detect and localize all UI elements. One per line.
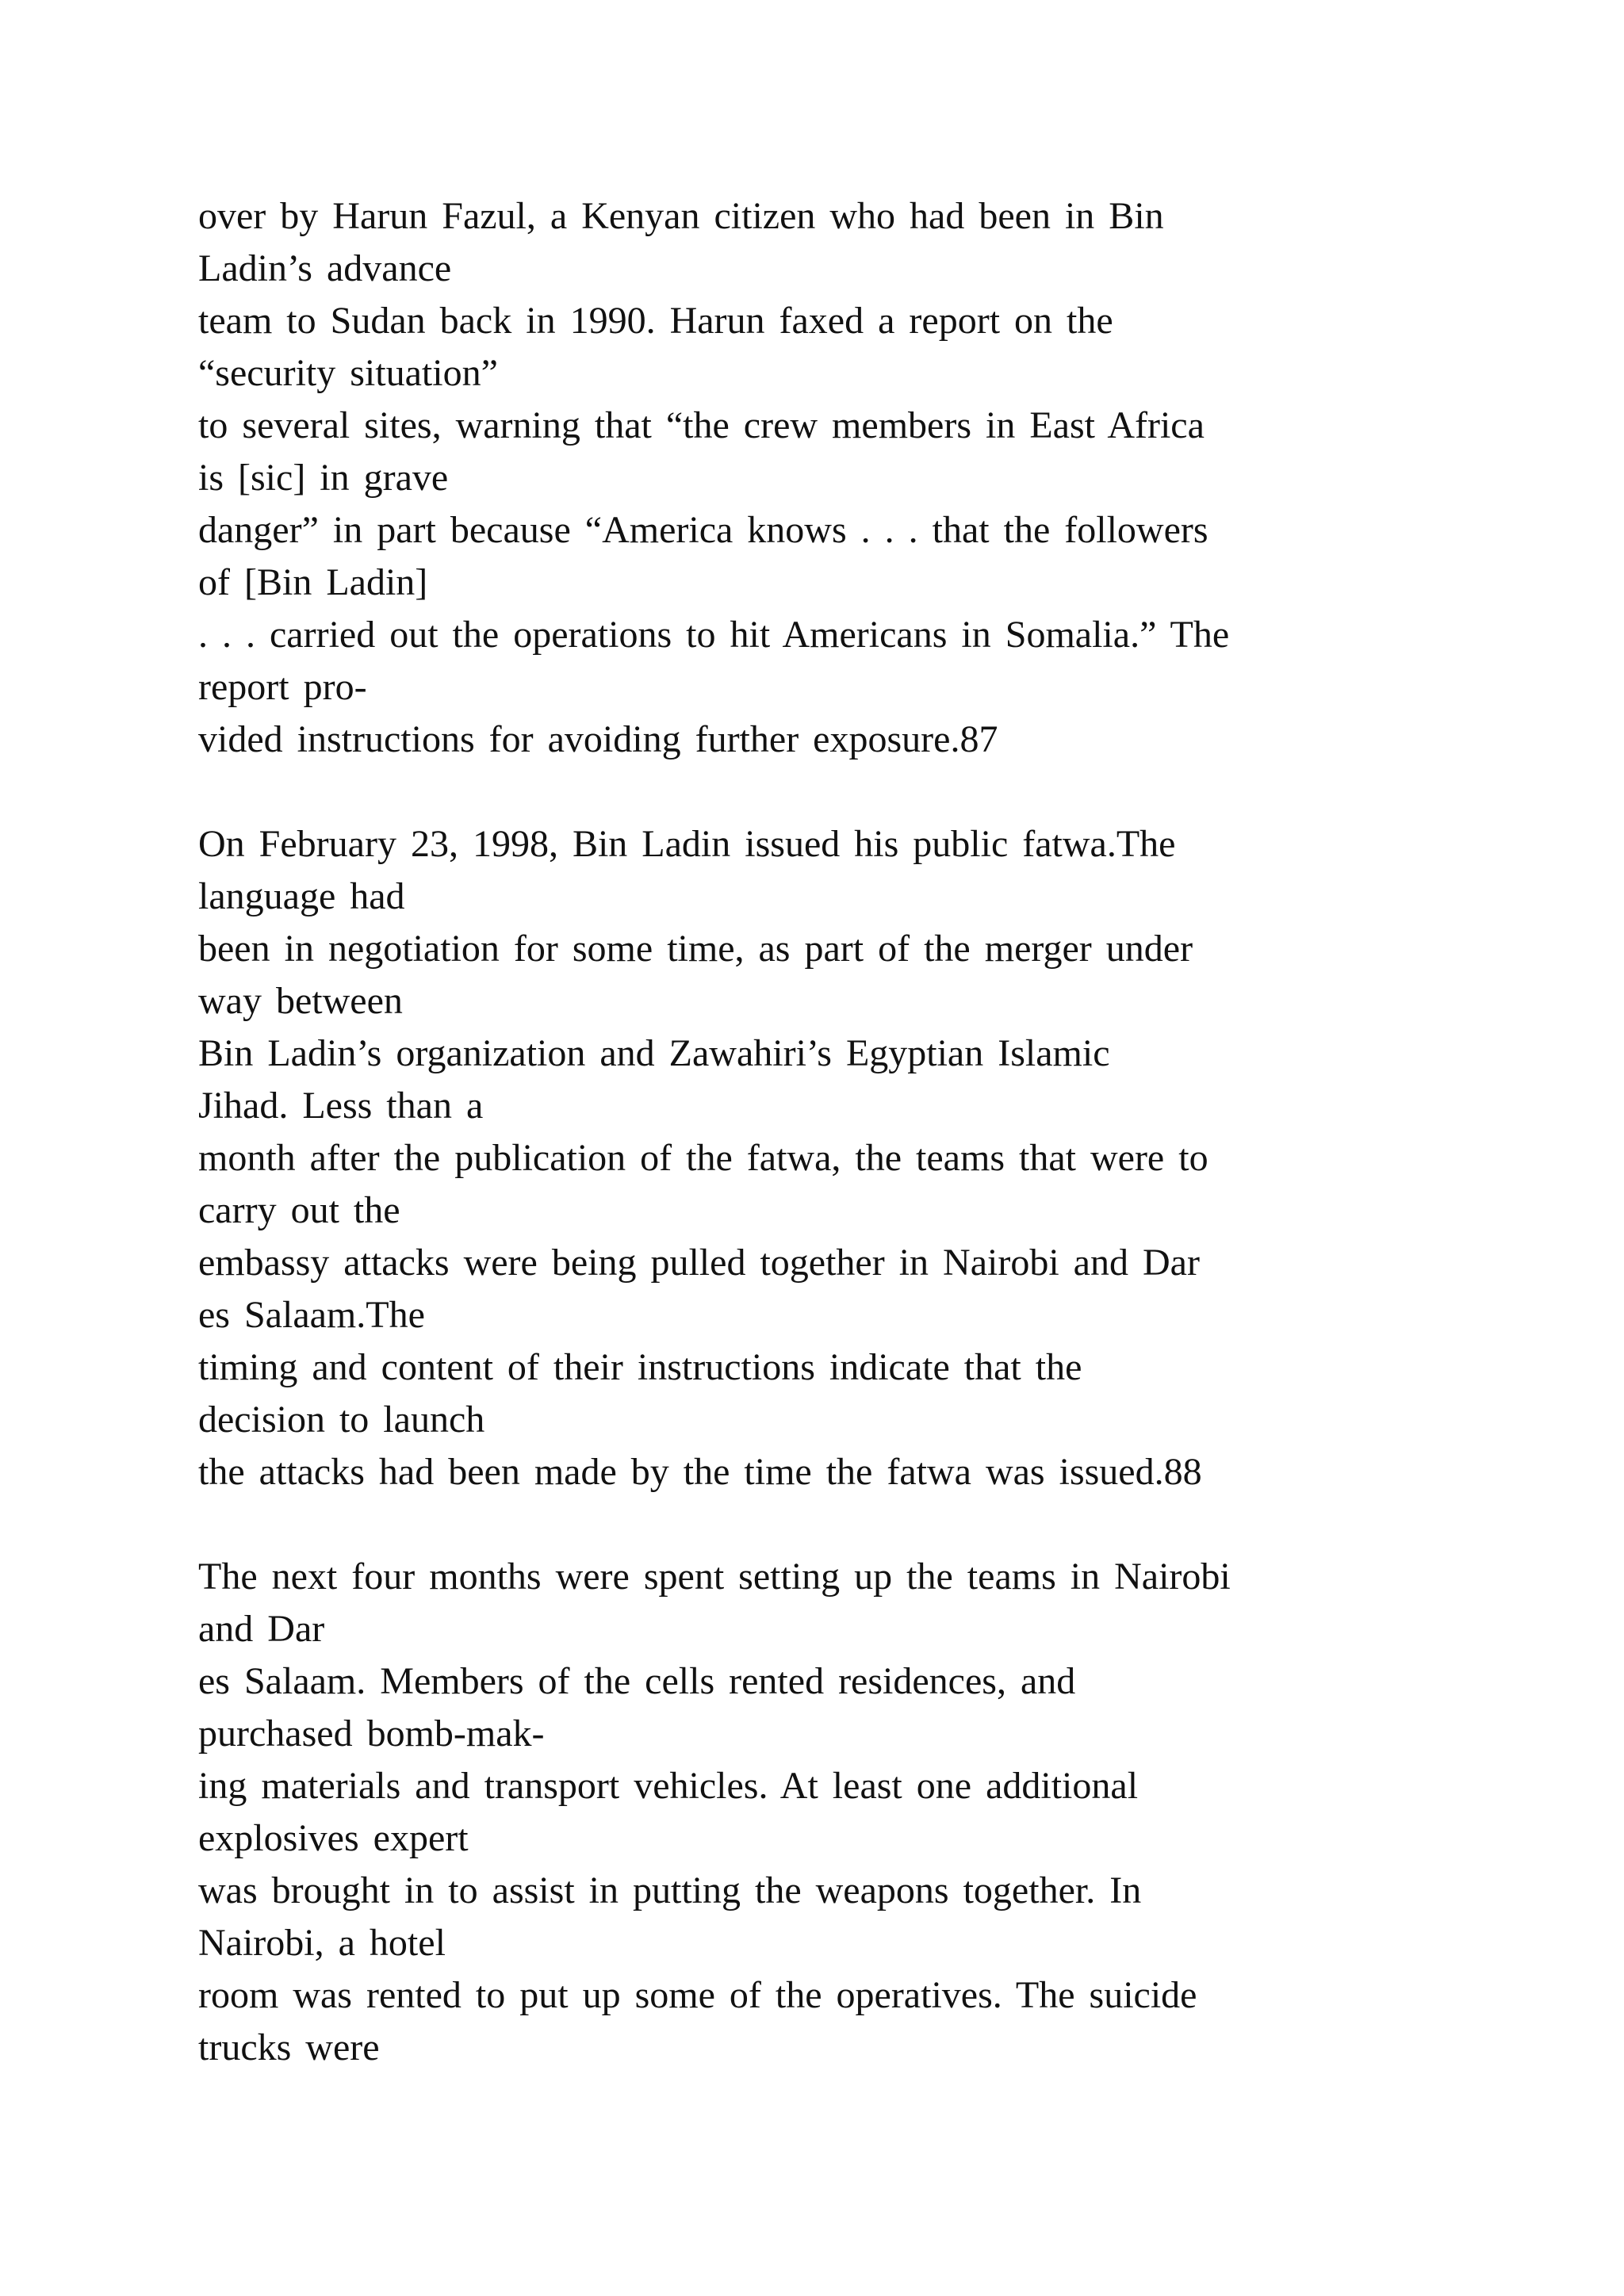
text-line: report pro- [198,666,367,708]
text-line: es Salaam.The [198,1294,425,1336]
text-line: and Dar [198,1608,325,1650]
text-line: to several sites, warning that “the crew members in East Africa [198,404,1205,446]
text-line: The next four months were spent setting up the teams in Nairobi [198,1556,1231,1598]
text-line: is [sic] in grave [198,457,449,499]
text-line: Ladin’s advance [198,247,452,289]
text-line: . . . carried out the operations to hit Americans in Somalia.” The [198,614,1230,656]
text-line: language had [198,875,405,917]
paragraph-1 [198,190,1467,766]
text-line: over by Harun Fazul, a Kenyan citizen who had been in Bin [198,195,1164,237]
text-line: carry out the [198,1189,400,1231]
text-line: es Salaam. Members of the cells rented residences, and [198,1660,1076,1702]
text-line: the attacks had been made by the time the fatwa was issued.88 [198,1451,1202,1493]
text-line: timing and content of their instructions indicate that the [198,1346,1082,1388]
text-line: was brought in to assist in putting the weapons together. In [198,1869,1142,1911]
text-line: trucks were [198,2026,380,2068]
text-line: On February 23, 1998, Bin Ladin issued his public fatwa.The [198,823,1176,865]
text-line: been in negotiation for some time, as part of the merger under [198,928,1193,970]
paragraph-3 [198,1551,1467,2074]
text-line: Jihad. Less than a [198,1085,484,1127]
text-line: explosives expert [198,1817,469,1859]
text-line: decision to launch [198,1399,485,1441]
text-line: month after the publication of the fatwa, the teams that were to [198,1137,1208,1179]
text-line: team to Sudan back in 1990. Harun faxed a report on the [198,300,1113,342]
text-line: purchased bomb-mak- [198,1712,545,1755]
text-line: way between [198,980,403,1022]
text-line: vided instructions for avoiding further exposure.87 [198,718,998,760]
text-line: Bin Ladin’s organization and Zawahiri’s Egyptian Islamic [198,1032,1110,1074]
paragraph-2 [198,818,1467,1498]
text-line: “security situation” [198,352,498,394]
text-line: of [Bin Ladin] [198,561,428,603]
text-line: ing materials and transport vehicles. At least one additional [198,1765,1139,1807]
text-line: embassy attacks were being pulled together in Nairobi and Dar [198,1242,1200,1284]
body-text [198,190,1467,2126]
text-line: danger” in part because “America knows . . . that the followers [198,509,1208,551]
text-line: Nairobi, a hotel [198,1922,446,1964]
text-line: room was rented to put up some of the operatives. The suicide [198,1974,1197,2016]
